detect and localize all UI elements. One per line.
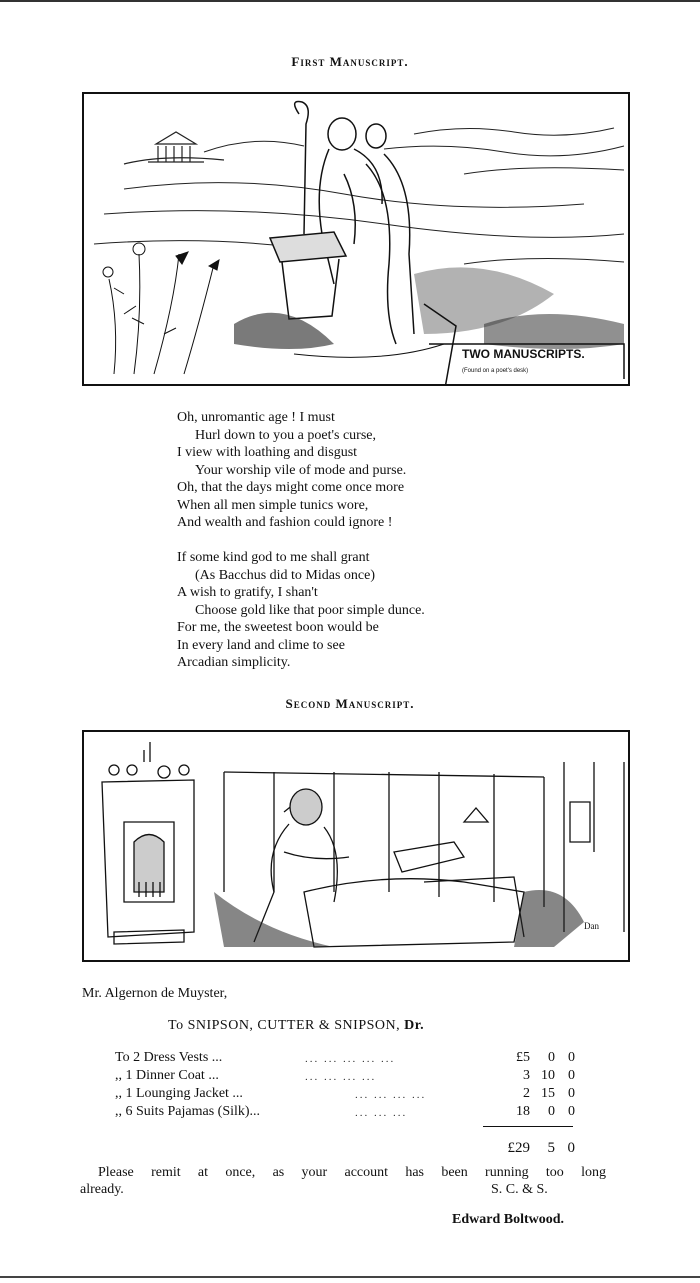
interior-illustration — [82, 730, 630, 962]
bill-heading — [168, 1018, 424, 1034]
bill-items — [115, 1050, 585, 1122]
poem-line: In every land and clime to see — [177, 637, 345, 653]
author-signature: Edward Boltwood. — [452, 1212, 565, 1227]
poem-line: Arcadian simplicity. — [177, 655, 291, 670]
poem-line: If some kind god to me shall grant — [177, 550, 370, 565]
flowers — [103, 243, 219, 374]
item-desc: ,, 1 Lounging Jacket ... — [115, 1086, 243, 1101]
second-manuscript-heading: Second Manuscript. — [285, 696, 415, 711]
bill-row — [115, 1104, 585, 1122]
poem-line: For me, the sweetest boon would be — [177, 620, 379, 635]
item-pence: 0 — [568, 1068, 575, 1083]
poem-line: A wish to gratify, I shan't — [177, 585, 318, 600]
remit-line: Please remit at once, as your account has been running too long — [98, 1165, 606, 1180]
item-pence: 0 — [568, 1104, 575, 1119]
remit-note — [80, 1164, 606, 1198]
item-pounds: 3 — [523, 1068, 530, 1083]
poem-line: (As Bacchus did to Midas once) — [195, 567, 376, 583]
top-rule — [0, 0, 700, 2]
poem-stanza-2 — [177, 549, 425, 672]
poem-line: Hurl down to you a poet's curse, — [195, 427, 376, 443]
pastoral-drawing — [84, 94, 628, 384]
pastoral-illustration — [82, 92, 630, 386]
item-shillings: 10 — [541, 1068, 555, 1083]
poem-line: And wealth and fashion could ignore ! — [177, 515, 393, 530]
leader-dots: ... ... ... ... ... — [305, 1053, 396, 1065]
bill-row — [115, 1086, 585, 1104]
remit-line-2 — [80, 1181, 606, 1198]
item-shillings: 15 — [541, 1086, 555, 1101]
item-shillings: 0 — [548, 1104, 555, 1119]
leader-dots: ... ... ... — [355, 1107, 408, 1119]
remit-already: already. — [80, 1182, 124, 1197]
leader-dots: ... ... ... ... — [305, 1071, 377, 1083]
bill-row — [115, 1050, 585, 1068]
debit-mark: Dr. — [404, 1018, 425, 1033]
bill-initials: S. C. & S. — [491, 1182, 548, 1197]
poem-line: Oh, unromantic age ! I must — [177, 410, 335, 425]
bill-row — [115, 1068, 585, 1086]
total-shillings: 5 — [547, 1140, 555, 1156]
poem-line: Your worship vile of mode and purse. — [195, 462, 407, 478]
leader-dots: ... ... ... ... — [355, 1089, 427, 1101]
item-pounds: 18 — [516, 1104, 530, 1119]
temple-icon — [124, 132, 224, 164]
item-pence: 0 — [568, 1050, 575, 1065]
poem-line: Oh, that the days might come once more — [177, 480, 405, 495]
tailor-name: To SNIPSON, CUTTER & SNIPSON, — [168, 1018, 401, 1033]
addressee: Mr. Algernon de Muyster, — [82, 986, 228, 1001]
bottom-rule — [0, 1276, 700, 1278]
item-desc: To 2 Dress Vests ... — [115, 1050, 223, 1065]
poem-line: Choose gold like that poor simple dunce. — [195, 602, 425, 618]
shepherd-couple — [270, 102, 414, 345]
poem-line: I view with loathing and disgust — [177, 445, 358, 460]
item-desc: ,, 6 Suits Pajamas (Silk)... — [115, 1104, 261, 1119]
subcaption: (Found on a poet's desk) — [462, 368, 529, 374]
item-pounds: £5 — [516, 1050, 530, 1065]
item-shillings: 0 — [548, 1050, 555, 1065]
poem-stanza-1 — [177, 409, 406, 532]
total-pence: 0 — [567, 1140, 575, 1156]
bill-total — [115, 1140, 585, 1160]
sum-rule — [483, 1126, 573, 1127]
total-pounds: £29 — [507, 1140, 530, 1156]
artist-signature: Dan — [584, 921, 599, 931]
item-pence: 0 — [568, 1086, 575, 1101]
poem-line: When all men simple tunics wore, — [177, 497, 369, 513]
caption: TWO MANUSCRIPTS. — [462, 347, 585, 361]
first-manuscript-heading: First Manuscript. — [291, 54, 409, 69]
interior-drawing — [84, 732, 628, 960]
item-pounds: 2 — [523, 1086, 530, 1101]
item-desc: ,, 1 Dinner Coat ... — [115, 1068, 219, 1083]
